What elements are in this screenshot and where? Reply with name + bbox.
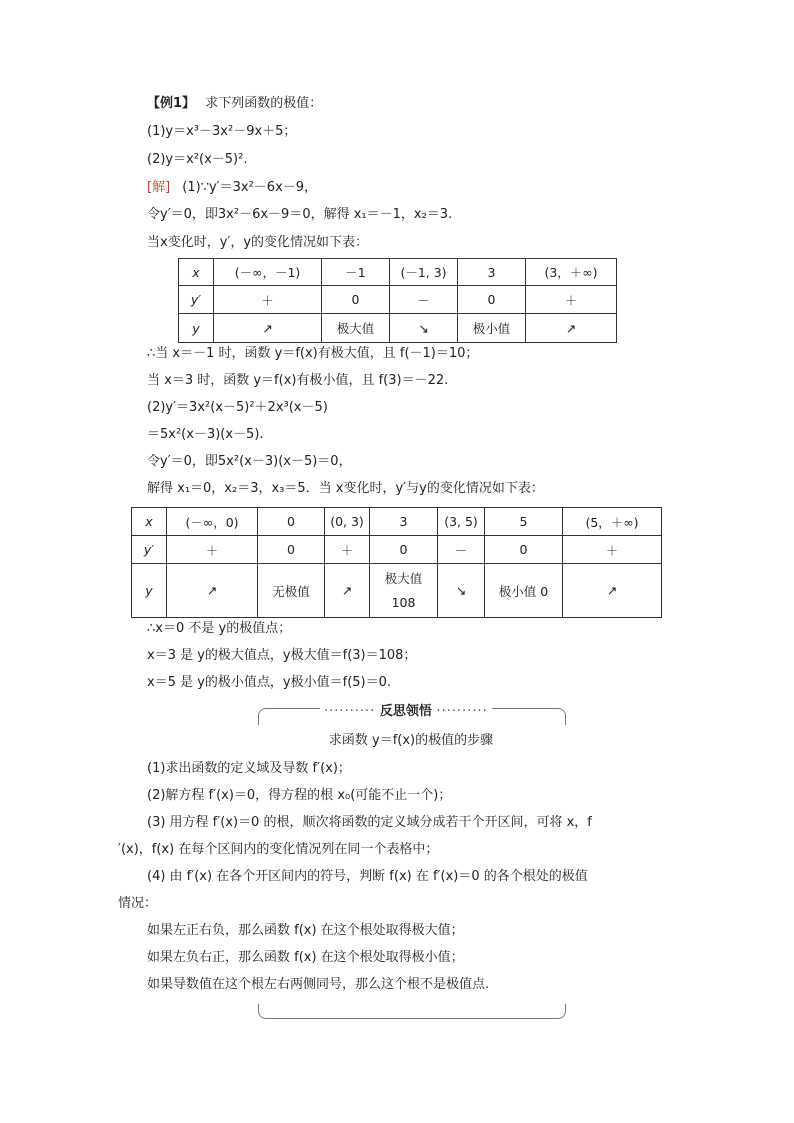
table-2-row-yprime [132,536,662,564]
table-2-row-y [132,564,662,618]
table-cell: 极小值 0 [485,564,563,618]
table-cell: 0 [258,536,325,564]
table-cell: (5，＋∞) [563,508,662,536]
solution-line-7: ＝5x²(x－3)(x－5). [147,427,264,442]
table-cell: (3, 5) [438,508,485,536]
table-cell: x [179,259,214,286]
table-cell: 0 [485,536,563,564]
table-cell: 极小值 [458,314,526,343]
table-cell: 0 [370,536,438,564]
table-cell: 5 [485,508,563,536]
step-4a: (4) 由 f′(x) 在各个开区间内的符号，判断 f(x) 在 f′(x)＝0 的各个根处的极值 [147,869,588,884]
table-cell: 0 [258,508,325,536]
dots-right: ·········· [436,704,488,719]
table-cell: y [179,314,214,343]
rule-2: 如果左负右正，那么函数 f(x) 在这个根处取得极小值； [147,950,464,965]
table-cell: ↘ [438,564,485,618]
table-cell: ↘ [390,314,458,343]
solution-line-10: ∴x＝0 不是 y的极值点； [147,621,292,636]
step-2: (2)解方程 f′(x)＝0，得方程的根 x₀(可能不止一个)； [147,788,452,803]
solution-line-11: x＝3 是 y的极大值点，y极大值＝f(3)＝108； [147,648,417,663]
table-cell: (－1, 3) [390,259,458,286]
table-cell: － [390,286,458,314]
example-label: 【例1】 [147,96,196,111]
table-cell: ↗ [563,564,662,618]
table-1 [178,258,617,343]
table-cell: 3 [458,259,526,286]
step-3a: (3) 用方程 f′(x)＝0 的根，顺次将函数的定义域分成若干个开区间，可将 x，f [147,815,592,830]
max-label: 极大值 [384,570,423,586]
solution-line-8: 令y′＝0，即5x²(x－3)(x－5)＝0， [147,454,352,469]
solution-line-4: ∴当 x＝－1 时，函数 y＝f(x)有极大值，且 f(－1)＝10； [147,346,479,361]
table-cell: y′ [179,286,214,314]
question-1: (1)y＝x³－3x²－9x＋5； [147,124,297,139]
table-cell: － [438,536,485,564]
table-1-row-yprime [179,286,617,314]
table-2 [131,507,662,618]
table-cell: 极大值 [322,314,390,343]
table-cell: (3，＋∞) [526,259,617,286]
solution-line-12: x＝5 是 y的极小值点，y极小值＝f(5)＝0. [147,675,392,690]
solution-line-9: 解得 x₁＝0，x₂＝3，x₃＝5．当 x变化时，y′与y的变化情况如下表： [147,481,544,496]
table-cell: ＋ [325,536,370,564]
table-cell-max [370,564,438,618]
table-cell: y′ [132,536,167,564]
solution-line-1 [147,179,317,197]
table-cell: x [132,508,167,536]
rule-1: 如果左正右负，那么函数 f(x) 在这个根处取得极大值； [147,923,464,938]
reflection-title [320,700,492,719]
table-cell: 0 [458,286,526,314]
rule-3: 如果导数值在这个根左右两侧同号，那么这个根不是极值点. [147,977,490,992]
table-cell: ↗ [214,314,322,343]
table-cell: ↗ [167,564,258,618]
solution-line-3: 当x变化时，y′，y的变化情况如下表： [147,235,369,250]
solution-tag: [解] [147,180,171,195]
table-cell: (－∞，－1) [214,259,322,286]
reflection-box-bottom [258,1004,566,1019]
table-cell: y [132,564,167,618]
step-4b: 情况： [118,896,158,911]
dots-left: ·········· [324,704,376,719]
example-heading [147,95,322,113]
table-2-header-row [132,508,662,536]
table-1-header-row [179,259,617,286]
table-cell: (0, 3) [325,508,370,536]
solution-line-2: 令y′＝0，即3x²－6x－9＝0，解得 x₁＝－1，x₂＝3. [147,207,453,222]
reflection-title-text: 反思领悟 [379,704,432,719]
example-prompt: 求下列函数的极值： [205,96,323,111]
table-cell: ＋ [526,286,617,314]
reflection-subtitle: 求函数 y＝f(x)的极值的步骤 [328,733,494,748]
table-1-row-y [179,314,617,343]
question-2: (2)y＝x²(x－5)². [147,152,248,167]
max-value: 108 [391,594,416,610]
table-cell: －1 [322,259,390,286]
table-cell: ＋ [563,536,662,564]
table-cell: (－∞，0) [167,508,258,536]
step-3b: ′(x)，f(x) 在每个区间内的变化情况列在同一个表格中； [118,842,439,857]
table-cell: 0 [322,286,390,314]
solution-line-5: 当 x＝3 时，函数 y＝f(x)有极小值，且 f(3)＝－22. [147,373,449,388]
table-cell: 无极值 [258,564,325,618]
table-cell: ↗ [325,564,370,618]
solution-text-1: (1)∵y′＝3x²－6x－9， [182,180,318,195]
table-cell: ＋ [214,286,322,314]
solution-line-6: (2)y′＝3x²(x－5)²＋2x³(x－5) [147,400,328,415]
table-cell: 3 [370,508,438,536]
step-1: (1)求出函数的定义域及导数 f′(x)； [147,761,351,776]
table-cell: ↗ [526,314,617,343]
table-cell: ＋ [167,536,258,564]
